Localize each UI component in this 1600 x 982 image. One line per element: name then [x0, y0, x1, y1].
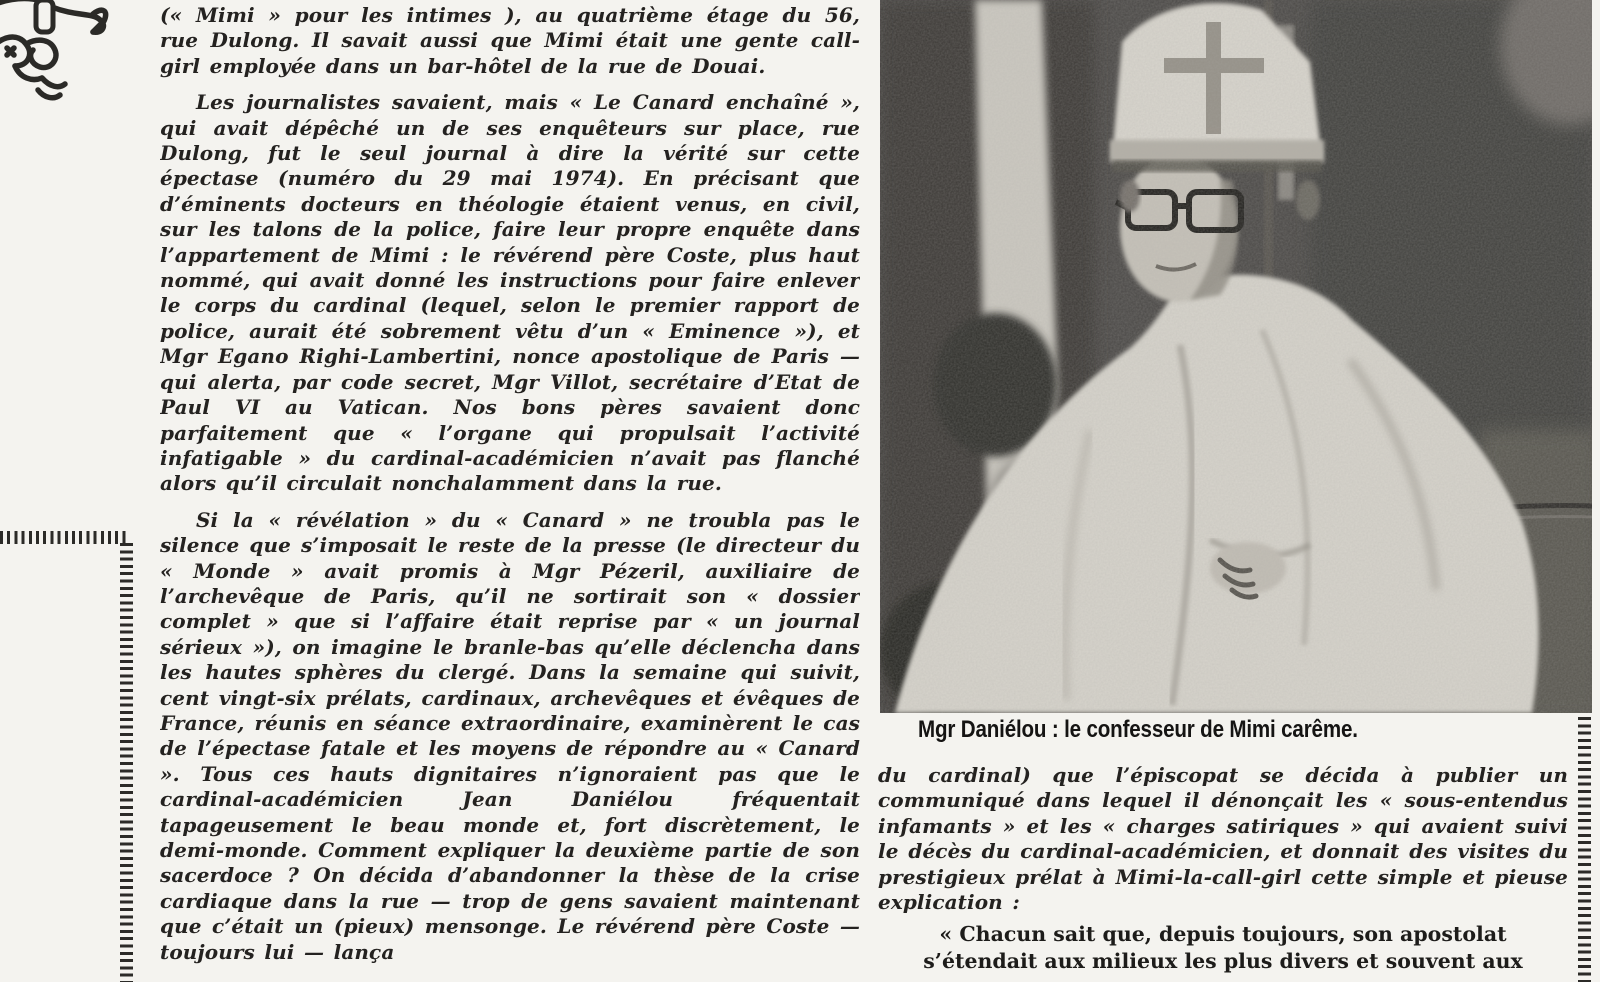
bishop-portrait-photo	[880, 0, 1592, 713]
paragraph: (« Mimi » pour les intimes ), au quatrième étage du 56, rue Dulong. Il savait aussi que Mimi était une gente call-girl employée dans un bar-hôtel de la rue de Douai.	[160, 3, 860, 78]
communique-quote	[878, 921, 1568, 974]
right-text-column	[878, 763, 1568, 982]
quote-line: s’étendait aux milieux les plus divers et souvent aux	[923, 948, 1523, 973]
cartoon-collar	[36, 0, 53, 32]
paragraph: du cardinal) que l’épiscopat se décida à publier un communiqué dans lequel il dénonçait les « sous-entendus infamants » et les « charges satiriques » qui avaient suivi le décès du cardinal-académicien, et donnait des visites du prestigieux prélat à Mimi-la-call-girl cette simple et pieuse explication :	[878, 763, 1568, 915]
halftone-grain-overlay	[880, 0, 1592, 713]
left-text-column	[160, 3, 860, 982]
paragraph: Si la « révélation » du « Canard » ne troubla pas le silence que s’imposait le reste de la presse (le directeur du « Monde » avait promis à Mgr Pézeril, auxiliaire de l’archevêque de Paris, qu’il ne sortirait son « dossier complet » que si l’affaire était reprise par « un journal sérieux »), on imagine le branle-bas qu’elle déclencha dans les hautes sphères du clergé. Dans la semaine qui suivit, cent vingt-six prélats, cardinaux, archevêques et évêques de France, réunis en séance extraordinaire, examinèrent le cas de l’épectase fatale et les moyens de répondre au « Canard ». Tous ces hauts dignitaires n’ignoraient pas que le cardinal-académicien Jean Daniélou fréquentait tapageusement le beau monde et, fort discrètement, le demi-monde. Comment expliquer la deuxième partie de son sacerdoce ? On décida d’abandonner la thèse de la crise cardiaque dans la rue — trop de gens savaient maintenant que c’était un (pieux) mensonge. Le révérend père Coste — toujours lui — lança	[160, 507, 860, 964]
photo-caption: Mgr Daniélou : le confesseur de Mimi carême.	[918, 716, 1358, 743]
dashed-border-horizontal	[0, 531, 129, 544]
dashed-border-vertical-right	[1578, 717, 1591, 982]
cartoon-animal-illustration	[0, 0, 146, 117]
dashed-border-vertical-left	[120, 543, 133, 982]
quote-line: « Chacun sait que, depuis toujours, son apostolat	[939, 922, 1507, 947]
paragraph: Les journalistes savaient, mais « Le Canard enchaîné », qui avait dépêché un de ses enquêteurs sur place, rue Dulong, fut le seul journal à dire la vérité sur cette épectase (numéro du 29 mai 1974). En précisant que d’éminents docteurs en théologie étaient venus, en civil, sur les talons de la police, faire leur propre enquête dans l’appartement de Mimi : le révérend père Coste, plus haut nommé, qui avait donné les instructions pour faire enlever le corps du cardinal (lequel, selon le premier rapport de police, aurait été sobrement vêtu d’un « Eminence »), et Mgr Egano Righi-Lambertini, nonce apostolique de Paris — qui alerta, par code secret, Mgr Villot, secrétaire d’Etat de Paul VI au Vatican. Nos bons pères savaient donc parfaitement que « l’organe qui propulsait l’activité infatigable » du cardinal-académicien n’avait pas flanché alors qu’il circulait nonchalamment dans la rue.	[160, 90, 860, 496]
